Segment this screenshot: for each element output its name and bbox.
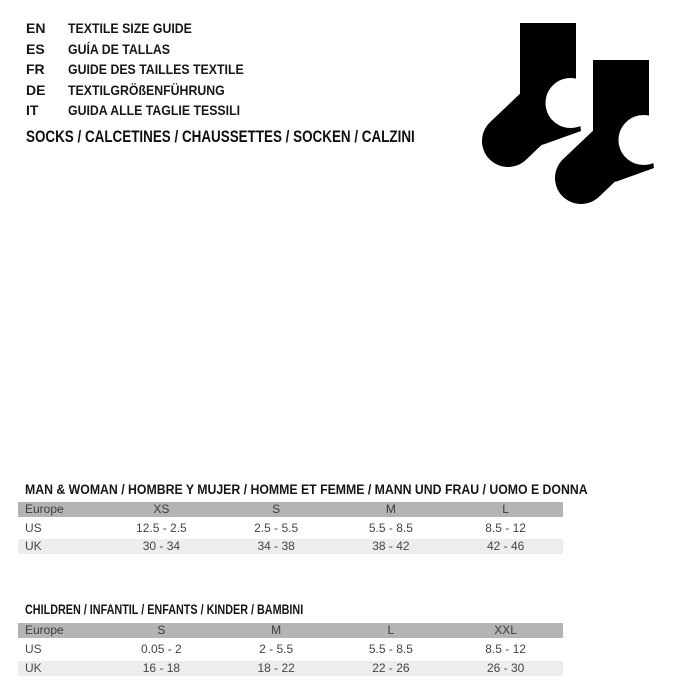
table-row-uk xyxy=(18,539,563,554)
table-row-uk xyxy=(18,661,563,676)
column-header-size: L xyxy=(502,502,509,516)
column-header-size: XXL xyxy=(494,623,517,637)
language-code: EN xyxy=(26,20,46,36)
size-cell: 30 - 34 xyxy=(142,539,181,553)
language-code: FR xyxy=(26,61,45,77)
size-cell: 8.5 - 12 xyxy=(485,521,526,535)
size-cell: 5.5 - 8.5 xyxy=(368,642,413,656)
size-cell: 22 - 26 xyxy=(372,661,410,675)
table-title-children: CHILDREN / INFANTIL / ENFANTS / KINDER / BAMBINI xyxy=(25,602,304,617)
table-header-row xyxy=(18,623,563,638)
column-header-size: L xyxy=(387,623,395,637)
region-label: UK xyxy=(25,661,42,675)
size-cell: 18 - 22 xyxy=(257,661,295,675)
language-label: GUIDE DES TAILLES TEXTILE xyxy=(68,61,244,77)
column-header-region: Europe xyxy=(25,623,64,637)
column-header-size: XS xyxy=(153,502,170,516)
size-cell: 26 - 30 xyxy=(486,661,525,675)
column-header-size: S xyxy=(157,623,166,637)
language-code: DE xyxy=(26,82,46,98)
category-title: SOCKS / CALCETINES / CHAUSSETTES / SOCKEN / CALZINI xyxy=(26,127,415,146)
language-code: IT xyxy=(26,102,39,118)
size-cell: 0.05 - 2 xyxy=(141,642,182,656)
size-cell: 5.5 - 8.5 xyxy=(368,521,413,535)
column-header-size: M xyxy=(385,502,396,516)
column-header-size: M xyxy=(271,623,282,637)
table-title-man-woman: MAN & WOMAN / HOMBRE Y MUJER / HOMME ET FEMME / MANN UND FRAU / UOMO E DONNA xyxy=(25,482,588,497)
table-header-row xyxy=(18,502,563,517)
column-header-size: S xyxy=(272,502,281,516)
size-cell: 12.5 - 2.5 xyxy=(136,521,187,535)
language-code: ES xyxy=(26,41,45,57)
region-label: US xyxy=(25,642,42,656)
size-cell: 2.5 - 5.5 xyxy=(254,521,299,535)
region-label: UK xyxy=(25,539,42,553)
language-label: GUÍA DE TALLAS xyxy=(68,41,170,57)
language-label: TEXTILGRÖßENFÜHRUNG xyxy=(68,82,225,98)
size-cell: 8.5 - 12 xyxy=(485,642,526,656)
size-cell: 34 - 38 xyxy=(257,539,295,553)
size-cell: 42 - 46 xyxy=(486,539,525,553)
table-row-us xyxy=(18,517,563,539)
size-cell: 16 - 18 xyxy=(142,661,181,675)
language-label: GUIDA ALLE TAGLIE TESSILI xyxy=(68,102,241,118)
size-cell: 38 - 42 xyxy=(372,539,410,553)
region-label: US xyxy=(25,521,42,535)
column-header-region: Europe xyxy=(25,502,64,516)
table-row-us xyxy=(18,638,563,661)
socks-icon xyxy=(470,15,690,215)
language-label: TEXTILE SIZE GUIDE xyxy=(68,20,192,36)
size-cell: 2 - 5.5 xyxy=(259,642,294,656)
